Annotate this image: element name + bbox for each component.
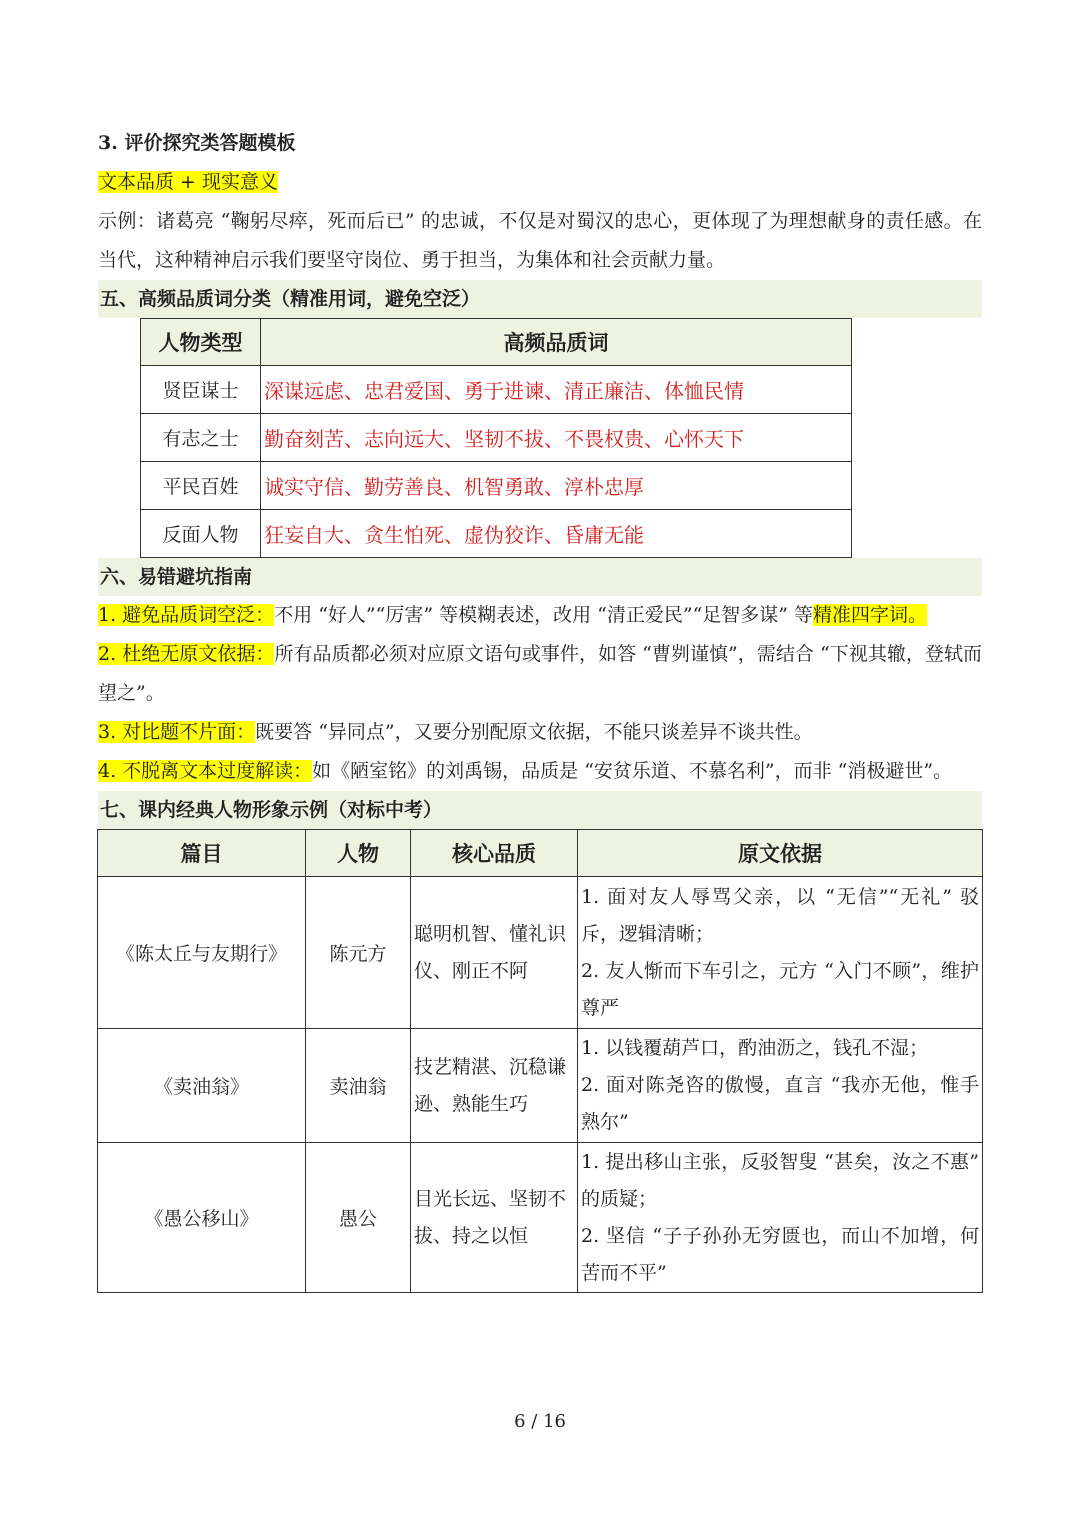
evidence-line: 2. 面对陈尧咨的傲慢，直言 “我亦无他，惟手熟尔” (581, 1074, 979, 1133)
evidence-line: 2. 坚信 “子子孙孙无穷匮也，而山不加增，何苦而不平” (581, 1224, 979, 1284)
page-content (98, 124, 982, 1293)
page-number: 6 / 16 (514, 1411, 566, 1432)
table-header-person: 人物 (306, 830, 411, 877)
person-cell: 陈元方 (306, 877, 411, 1029)
table-header-quality: 核心品质 (411, 830, 578, 877)
person-cell: 卖油翁 (306, 1029, 411, 1143)
pitfall-heading: 3. 对比题不片面： (98, 721, 256, 743)
pitfall-item (98, 713, 982, 752)
pitfall-heading: 2. 杜绝无原文依据： (98, 643, 275, 665)
pitfall-body: 不用 “好人”“厉害” 等模糊表述，改用 “清正爱民”“足智多谋” 等 (274, 604, 814, 626)
table-header-work: 篇目 (98, 830, 306, 877)
pitfall-heading: 1. 避免品质词空泛： (98, 604, 275, 626)
work-cell: 《卖油翁》 (98, 1029, 306, 1143)
pitfall-heading: 4. 不脱离文本过度解读： (98, 760, 313, 782)
table-row (141, 366, 852, 414)
pitfall-item (98, 635, 982, 713)
evidence-line: 1. 以钱覆葫芦口，酌油沥之，钱孔不湿； (581, 1037, 929, 1059)
quality-cell: 目光长远、坚韧不拔、持之以恒 (411, 1143, 578, 1293)
character-examples-table (97, 829, 983, 1293)
pitfall-body: 如《陋室铭》的刘禹锡，品质是 “安贫乐道、不慕名利”，而非 “消极避世”。 (312, 760, 953, 782)
work-cell: 《陈太丘与友期行》 (98, 877, 306, 1029)
evidence-line: 1. 面对友人辱骂父亲，以 “无信”“无礼” 驳斥，逻辑清晰； (581, 885, 979, 945)
example-paragraph: 示例：诸葛亮 “鞠躬尽瘁，死而后已” 的忠诚，不仅是对蜀汉的忠心，更体现了为理想献身的责任感。在当代，这种精神启示我们要坚守岗位、勇于担当，为集体和社会贡献力量。 (98, 210, 982, 271)
type-cell: 有志之士 (141, 414, 261, 462)
table-row (98, 1143, 983, 1293)
words-cell: 狂妄自大、贪生怕死、虚伪狡诈、昏庸无能 (261, 510, 852, 558)
table-header-type: 人物类型 (141, 319, 261, 366)
table-header-evidence: 原文依据 (578, 830, 983, 877)
evidence-cell (578, 877, 983, 1029)
type-cell: 平民百姓 (141, 462, 261, 510)
table-row (98, 1029, 983, 1143)
evidence-line: 1. 提出移山主张，反驳智叟 “甚矣，汝之不惠” 的质疑； (581, 1150, 979, 1210)
type-cell: 反面人物 (141, 510, 261, 558)
evidence-line: 2. 友人惭而下车引之，元方 “入门不顾”，维护尊严 (581, 959, 979, 1019)
table-row (141, 510, 852, 558)
section-6-title: 六、易错避坑指南 (98, 558, 982, 596)
words-cell: 勤奋刻苦、志向远大、坚韧不拔、不畏权贵、心怀天下 (261, 414, 852, 462)
evidence-cell (578, 1143, 983, 1293)
section-5-title: 五、高频品质词分类（精准用词，避免空泛） (98, 280, 982, 318)
quality-cell: 技艺精湛、沉稳谦逊、熟能生巧 (411, 1029, 578, 1143)
words-cell: 诚实守信、勤劳善良、机智勇敢、淳朴忠厚 (261, 462, 852, 510)
pitfall-body: 既要答 “异同点”，又要分别配原文依据，不能只谈差异不谈共性。 (255, 721, 813, 743)
work-cell: 《愚公移山》 (98, 1143, 306, 1293)
table-header-words: 高频品质词 (261, 319, 852, 366)
pitfall-body: 所有品质都必须对应原文语句或事件，如答 “曹刿谨慎”，需结合 “下视其辙，登轼而望之”。 (98, 643, 982, 704)
section-3-title: 3. 评价探究类答题模板 (98, 132, 296, 154)
quality-cell: 聪明机智、懂礼识仪、刚正不阿 (411, 877, 578, 1029)
section-7-title: 七、课内经典人物形象示例（对标中考） (98, 791, 982, 829)
pitfall-item (98, 596, 982, 635)
quality-words-table (140, 318, 852, 558)
template-formula: 文本品质 + 现实意义 (98, 171, 278, 193)
pitfall-tail: 精准四字词。 (813, 604, 928, 626)
table-row (141, 462, 852, 510)
words-cell: 深谋远虑、忠君爱国、勇于进谏、清正廉洁、体恤民情 (261, 366, 852, 414)
pitfall-item (98, 752, 982, 791)
person-cell: 愚公 (306, 1143, 411, 1293)
table-row (141, 414, 852, 462)
table-row (98, 877, 983, 1029)
evidence-cell (578, 1029, 983, 1143)
type-cell: 贤臣谋士 (141, 366, 261, 414)
